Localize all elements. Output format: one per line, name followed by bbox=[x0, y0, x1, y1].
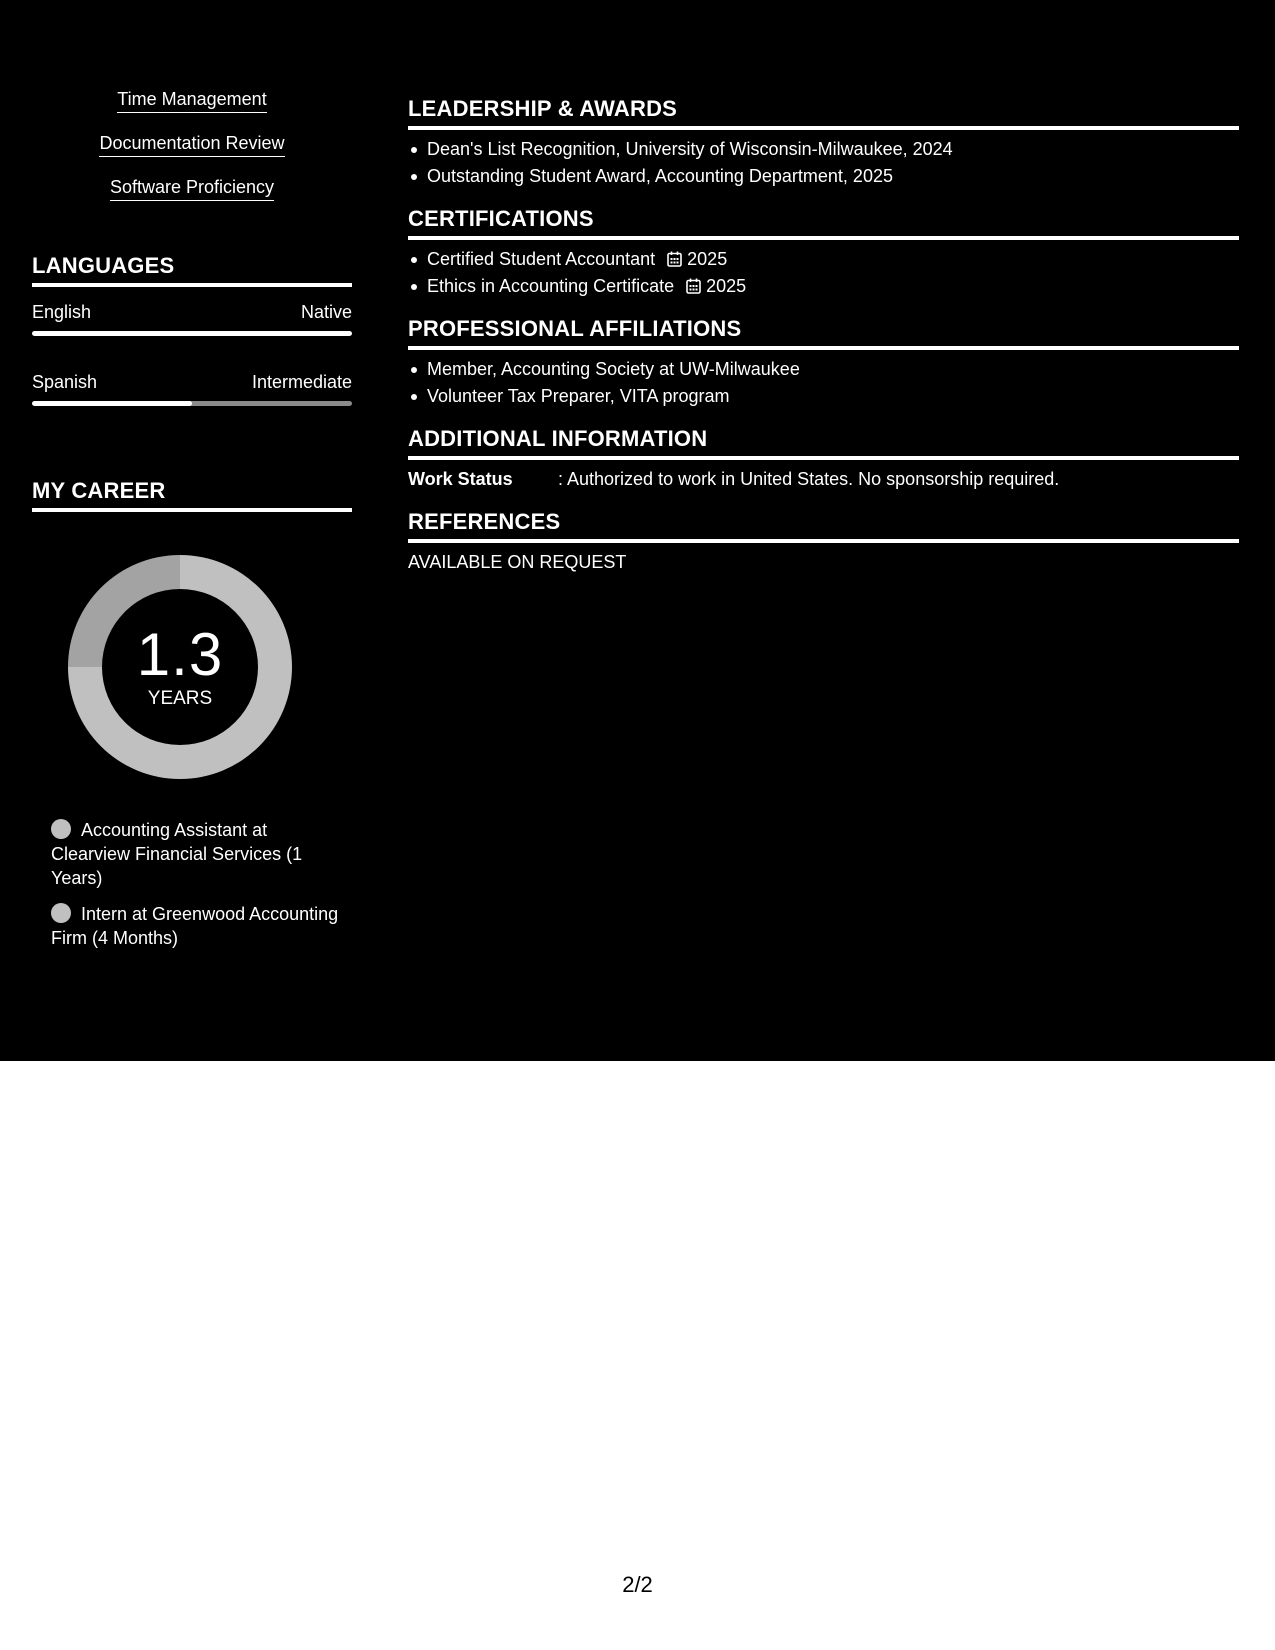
affiliations-list bbox=[408, 356, 1239, 410]
language-proficiency-bar bbox=[32, 401, 352, 406]
work-status-label: Work Status bbox=[408, 469, 513, 489]
career-item-label: Intern at Greenwood Accounting Firm (4 Months) bbox=[51, 904, 339, 948]
skill-item: Documentation Review bbox=[99, 132, 284, 157]
skills-list bbox=[32, 88, 352, 220]
references-section bbox=[408, 509, 1239, 576]
calendar-icon bbox=[686, 278, 701, 294]
certifications-section bbox=[408, 206, 1239, 300]
certification-name: Certified Student Accountant bbox=[427, 249, 656, 269]
affiliations-section bbox=[408, 316, 1239, 410]
certifications-list bbox=[408, 246, 1239, 300]
list-item: Volunteer Tax Preparer, VITA program bbox=[408, 383, 1239, 410]
career-list bbox=[51, 818, 341, 950]
leadership-section bbox=[408, 96, 1239, 190]
leadership-list bbox=[408, 136, 1239, 190]
language-proficiency-fill bbox=[32, 331, 352, 336]
career-total-value: 1.3 bbox=[136, 621, 224, 688]
career-item-label: Accounting Assistant at Clearview Financial Services (1 Years) bbox=[51, 820, 303, 888]
calendar-icon bbox=[667, 251, 682, 267]
work-status-value: : Authorized to work in United States. No sponsorship required. bbox=[558, 469, 1060, 489]
career-title: MY CAREER bbox=[32, 478, 352, 512]
language-proficiency-fill bbox=[32, 401, 192, 406]
list-item: Dean's List Recognition, University of Wisconsin-Milwaukee, 2024 bbox=[408, 136, 1239, 163]
skill-item: Time Management bbox=[117, 88, 266, 113]
references-text: AVAILABLE ON REQUEST bbox=[408, 552, 627, 572]
left-column bbox=[32, 88, 352, 962]
list-item bbox=[408, 246, 1239, 273]
career-section bbox=[32, 478, 352, 950]
languages-title: LANGUAGES bbox=[32, 253, 352, 287]
language-item bbox=[32, 301, 352, 336]
affiliations-title: PROFESSIONAL AFFILIATIONS bbox=[408, 316, 1239, 350]
language-proficiency-bar bbox=[32, 331, 352, 336]
certification-year: 2025 bbox=[706, 276, 747, 296]
certifications-title: CERTIFICATIONS bbox=[408, 206, 1239, 240]
language-name: English bbox=[32, 302, 92, 322]
language-item bbox=[32, 371, 352, 406]
right-column bbox=[408, 96, 1239, 592]
career-item bbox=[51, 902, 341, 950]
list-item: Member, Accounting Society at UW-Milwaukee bbox=[408, 356, 1239, 383]
additional-info-section bbox=[408, 426, 1239, 493]
career-total-unit: YEARS bbox=[147, 688, 213, 709]
certification-name: Ethics in Accounting Certificate bbox=[427, 276, 675, 296]
leadership-title: LEADERSHIP & AWARDS bbox=[408, 96, 1239, 130]
legend-dot-icon bbox=[51, 819, 71, 839]
career-donut-chart bbox=[65, 552, 295, 782]
skill-item: Software Proficiency bbox=[110, 176, 274, 201]
page-number: 2/2 bbox=[622, 1572, 653, 1597]
certification-year: 2025 bbox=[687, 249, 728, 269]
language-level: Native bbox=[300, 302, 352, 322]
legend-dot-icon bbox=[51, 903, 71, 923]
list-item bbox=[408, 273, 1239, 300]
donut-center bbox=[65, 552, 295, 782]
additional-info-title: ADDITIONAL INFORMATION bbox=[408, 426, 1239, 460]
language-name: Spanish bbox=[32, 372, 98, 392]
list-item: Outstanding Student Award, Accounting Department, 2025 bbox=[408, 163, 1239, 190]
references-title: REFERENCES bbox=[408, 509, 1239, 543]
work-status-row bbox=[408, 466, 1239, 493]
language-level: Intermediate bbox=[251, 372, 352, 392]
languages-section bbox=[32, 253, 352, 406]
career-item bbox=[51, 818, 341, 890]
